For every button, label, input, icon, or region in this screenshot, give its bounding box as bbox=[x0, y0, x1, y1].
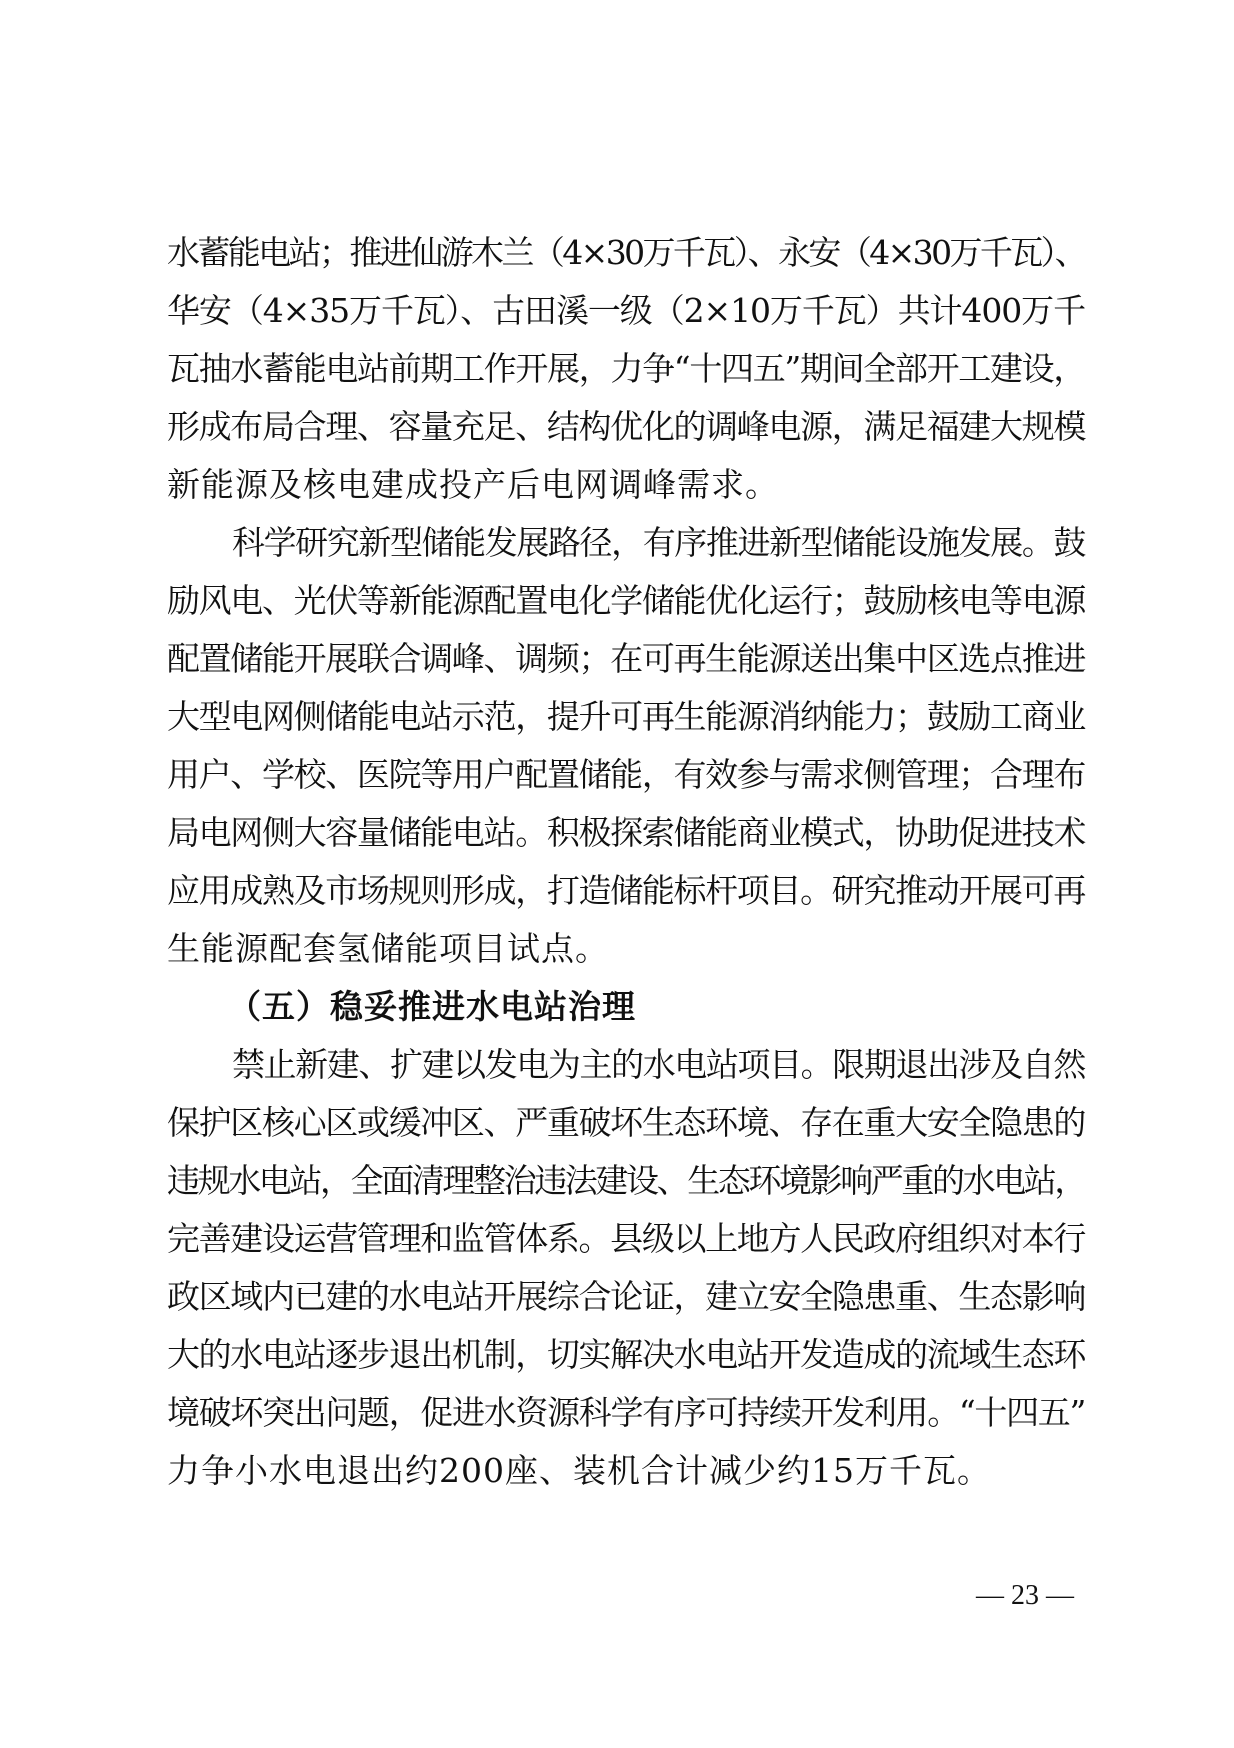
paragraph-line: 形成布局合理、容量充足、结构优化的调峰电源，满足福建大规模 bbox=[167, 407, 1086, 446]
page-number: — 23 — bbox=[976, 1580, 1074, 1611]
paragraph-line: 大的水电站逐步退出机制，切实解决水电站开发造成的流域生态环 bbox=[167, 1335, 1086, 1374]
paragraph-line: 配置储能开展联合调峰、调频；在可再生能源送出集中区选点推进 bbox=[167, 639, 1086, 678]
paragraph-line: 瓦抽水蓄能电站前期工作开展，力争“十四五”期间全部开工建设， bbox=[167, 349, 1085, 388]
paragraph-line: 禁止新建、扩建以发电为主的水电站项目。限期退出涉及自然 bbox=[232, 1045, 1086, 1084]
paragraph-line: 保护区核心区或缓冲区、严重破坏生态环境、存在重大安全隐患的 bbox=[167, 1103, 1086, 1142]
paragraph-line: 生能源配套氢储能项目试点。 bbox=[167, 929, 609, 968]
paragraph-line: 应用成熟及市场规则形成，打造储能标杆项目。研究推动开展可再 bbox=[167, 871, 1086, 910]
paragraph-line: 励风电、光伏等新能源配置电化学储能优化运行；鼓励核电等电源 bbox=[167, 581, 1086, 620]
paragraph-line: 局电网侧大容量储能电站。积极探索储能商业模式，协助促进技术 bbox=[167, 813, 1086, 852]
paragraph-line: 华安（4×35万千瓦）、古田溪一级（2×10万千瓦）共计400万千 bbox=[167, 291, 1085, 330]
paragraph-line: 完善建设运营管理和监管体系。县级以上地方人民政府组织对本行 bbox=[167, 1219, 1086, 1258]
paragraph-line: 政区域内已建的水电站开展综合论证，建立安全隐患重、生态影响 bbox=[167, 1277, 1086, 1316]
paragraph-line: 大型电网侧储能电站示范，提升可再生能源消纳能力；鼓励工商业 bbox=[167, 697, 1086, 736]
paragraph-line: 新能源及核电建成投产后电网调峰需求。 bbox=[167, 465, 779, 504]
paragraph-line: 科学研究新型储能发展路径，有序推进新型储能设施发展。鼓 bbox=[232, 523, 1086, 562]
paragraph-line: 水蓄能电站；推进仙游木兰（4×30万千瓦）、永安（4×30万千瓦）、 bbox=[167, 233, 1085, 272]
paragraph-line: 力争小水电退出约200座、装机合计减少约15万千瓦。 bbox=[167, 1451, 991, 1490]
paragraph-line: 境破坏突出问题，促进水资源科学有序可持续开发利用。“十四五” bbox=[167, 1393, 1085, 1432]
section-heading: （五）稳妥推进水电站治理 bbox=[228, 987, 636, 1026]
paragraph-line: 违规水电站，全面清理整治违法建设、生态环境影响严重的水电站， bbox=[167, 1161, 1086, 1200]
paragraph-line: 用户、学校、医院等用户配置储能，有效参与需求侧管理；合理布 bbox=[167, 755, 1086, 794]
